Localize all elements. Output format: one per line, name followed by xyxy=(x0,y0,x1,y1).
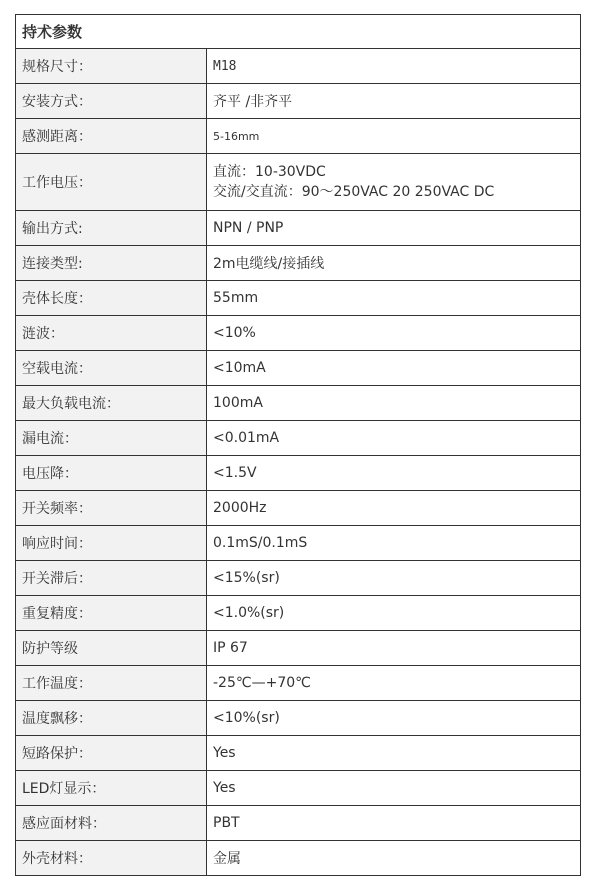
table-title-row xyxy=(16,15,581,49)
table-row xyxy=(16,154,581,211)
table-row xyxy=(16,84,581,119)
row-label-response-time: 响应时间： xyxy=(16,526,207,561)
row-value-size: M18 xyxy=(207,49,581,84)
row-label-housing-length: 壳体长度： xyxy=(16,281,207,316)
voltage-ac-line: 交流/交直流：90～250VAC 20 250VAC DC xyxy=(213,184,495,200)
table-row xyxy=(16,596,581,631)
table-row xyxy=(16,771,581,806)
table-row xyxy=(16,631,581,666)
row-value-output: NPN / PNP xyxy=(207,211,581,246)
row-value-short-circuit-protection: Yes xyxy=(207,736,581,771)
table-row xyxy=(16,526,581,561)
row-value-leakage-current: <0.01mA xyxy=(207,421,581,456)
table-row xyxy=(16,281,581,316)
table-row xyxy=(16,701,581,736)
row-value-protection-class: IP 67 xyxy=(207,631,581,666)
row-label-sensing-face-material: 感应面材料： xyxy=(16,806,207,841)
table-row xyxy=(16,456,581,491)
row-label-output: 输出方式: xyxy=(16,211,207,246)
row-value-switching-frequency: 2000Hz xyxy=(207,491,581,526)
row-value-ripple: <10% xyxy=(207,316,581,351)
row-label-repeatability: 重复精度： xyxy=(16,596,207,631)
row-value-voltage xyxy=(207,154,581,211)
table-row xyxy=(16,421,581,456)
table-row xyxy=(16,246,581,281)
row-value-sensing-distance: 5-16mm xyxy=(207,119,581,154)
row-label-mounting: 安装方式： xyxy=(16,84,207,119)
row-label-short-circuit-protection: 短路保护： xyxy=(16,736,207,771)
row-label-sensing-distance: 感测距离： xyxy=(16,119,207,154)
row-label-led-indicator: LED灯显示： xyxy=(16,771,207,806)
row-value-response-time: 0.1mS/0.1mS xyxy=(207,526,581,561)
row-value-operating-temperature: -25℃—+70℃ xyxy=(207,666,581,701)
table-row xyxy=(16,561,581,596)
row-value-housing-material: 金属 xyxy=(207,841,581,876)
row-value-mounting: 齐平 /非齐平 xyxy=(207,84,581,119)
row-value-repeatability: <1.0%(sr) xyxy=(207,596,581,631)
table-title: 持术参数 xyxy=(16,15,581,49)
table-row xyxy=(16,386,581,421)
table-row xyxy=(16,119,581,154)
table-row xyxy=(16,351,581,386)
row-label-voltage: 工作电压： xyxy=(16,154,207,211)
row-label-operating-temperature: 工作温度： xyxy=(16,666,207,701)
row-label-connection: 连接类型: xyxy=(16,246,207,281)
row-value-temperature-drift: <10%(sr) xyxy=(207,701,581,736)
spec-table xyxy=(15,14,581,876)
row-label-switching-frequency: 开关频率： xyxy=(16,491,207,526)
row-value-hysteresis: <15%(sr) xyxy=(207,561,581,596)
table-row xyxy=(16,806,581,841)
row-label-ripple: 涟波： xyxy=(16,316,207,351)
table-row xyxy=(16,841,581,876)
table-row xyxy=(16,49,581,84)
row-label-max-load-current: 最大负载电流： xyxy=(16,386,207,421)
row-label-housing-material: 外壳材料： xyxy=(16,841,207,876)
table-row xyxy=(16,666,581,701)
table-row xyxy=(16,736,581,771)
row-label-voltage-drop: 电压降： xyxy=(16,456,207,491)
row-value-housing-length: 55mm xyxy=(207,281,581,316)
row-value-voltage-drop: <1.5V xyxy=(207,456,581,491)
row-value-sensing-face-material: PBT xyxy=(207,806,581,841)
row-value-no-load-current: <10mA xyxy=(207,351,581,386)
table-row xyxy=(16,211,581,246)
row-label-protection-class: 防护等级 xyxy=(16,631,207,666)
table-row xyxy=(16,491,581,526)
row-label-size: 规格尺寸： xyxy=(16,49,207,84)
table-row xyxy=(16,316,581,351)
row-label-hysteresis: 开关滞后： xyxy=(16,561,207,596)
row-value-max-load-current: 100mA xyxy=(207,386,581,421)
voltage-dc-line: 直流：10-30VDC xyxy=(213,164,326,180)
row-value-connection: 2m电缆线/接插线 xyxy=(207,246,581,281)
row-value-led-indicator: Yes xyxy=(207,771,581,806)
row-label-leakage-current: 漏电流： xyxy=(16,421,207,456)
row-label-temperature-drift: 温度飘移： xyxy=(16,701,207,736)
spec-table-container xyxy=(15,14,581,876)
row-label-no-load-current: 空载电流： xyxy=(16,351,207,386)
